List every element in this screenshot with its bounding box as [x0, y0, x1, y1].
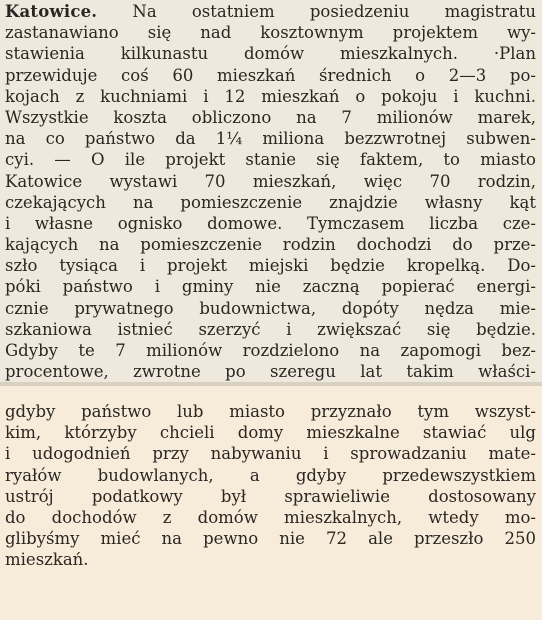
text-line: póki państwo i gminy nie zaczną popierać energi- — [5, 277, 536, 297]
text-line: na co państwo da 1¼ miliona bezzwrotnej subwen- — [5, 129, 536, 149]
article-heading: Katowice. — [5, 2, 98, 21]
text-line: kojach z kuchniami i 12 mieszkań o pokoju i kuchni. — [5, 86, 536, 106]
text-line: glibyśmy mieć na pewno nie 72 ale przeszło 250 — [5, 529, 536, 549]
text-line: cznie prywatnego budownictwa, dopóty nędza mie- — [5, 298, 536, 318]
text-line: ustrój podatkowy był sprawieliwie dostosowany — [5, 486, 536, 506]
text-line: stawienia kilkunastu domów mieszkalnych. ·Plan — [5, 44, 536, 64]
text-line: przewiduje coś 60 mieszkań średnich o 2—3 po- — [5, 65, 536, 85]
text-line: Gdyby te 7 milionów rozdzielono na zapomogi bez- — [5, 341, 536, 360]
text-line: procentowe, zwrotne po szeregu lat takim właści- — [5, 362, 536, 382]
text-line: szło tysiąca i projekt miejski będzie kropelką. Do- — [5, 256, 536, 276]
text-line: mieszkań. — [5, 550, 89, 570]
text-line: i udogodnień przy nabywaniu i sprowadzaniu mate- — [5, 444, 536, 464]
text-line: zastanawiano się nad kosztownym projektem wy- — [5, 23, 536, 43]
text-line: i własne ognisko domowe. Tymczasem liczba cze- — [5, 213, 536, 233]
text-line: Wszystkie koszta obliczono na 7 milionów marek, — [5, 107, 536, 127]
text-line: gdyby państwo lub miasto przyznało tym wszyst- — [5, 402, 536, 421]
text-line: szkaniowa istnieć szerzyć i zwiększać się będzie. — [5, 319, 536, 339]
text-line — [5, 1, 536, 22]
text-line: kających na pomieszczenie rodzin dochodzi do prze- — [5, 235, 536, 255]
text-line: Katowice wystawi 70 mieszkań, więc 70 rodzin, — [5, 171, 536, 191]
text-line-rest: Na ostatniem posiedzeniu magistratu — [97, 2, 536, 21]
text-line: ryałów budowlanych, a gdyby przedewszystkiem — [5, 465, 536, 485]
text-line: do dochodów z domów mieszkalnych, wtedy mo- — [5, 507, 536, 527]
newspaper-clipping-bottom — [0, 382, 542, 620]
text-line: kim, którzyby chcieli domy mieszkalne stawiać ulg — [5, 423, 536, 443]
text-line: cyi. — O ile projekt stanie się faktem, to miasto — [5, 150, 536, 170]
text-line: czekających na pomieszczenie znajdzie własny kąt — [5, 192, 536, 212]
